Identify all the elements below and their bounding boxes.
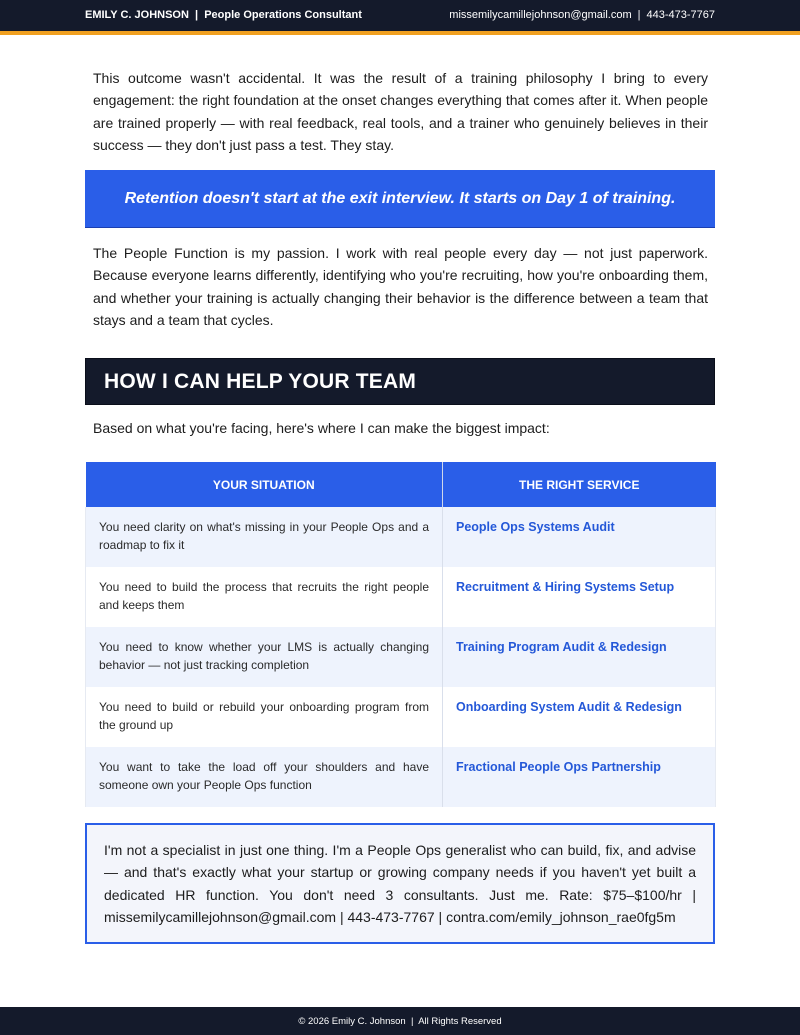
header-separator: |: [637, 8, 641, 21]
service-column-header: THE RIGHT SERVICE: [443, 462, 716, 507]
situation-cell: You need to know whether your LMS is actually changing behavior — not just tracking completion: [86, 627, 443, 687]
closing-box: I'm not a specialist in just one thing. I'm a People Ops generalist who can build, fix, and advise — and that's exactly what your startup or growing company needs if you haven't yet built a dedicated HR function. You don't need 3 consultants. Just me. Rate: $75–$100/hr | missemilycamillejohnson@gmail.com | 443-473-7767 | contra.com/emily_johnson_rae0fg5m: [85, 823, 715, 944]
table-row: [86, 567, 716, 627]
table-row: [86, 747, 716, 807]
page-header-bar: [0, 0, 800, 35]
service-cell: Fractional People Ops Partnership: [443, 747, 716, 807]
table-row: [86, 507, 716, 567]
header-phone[interactable]: 443-473-7767: [646, 8, 715, 21]
service-cell: People Ops Systems Audit: [443, 507, 716, 567]
header-contact: [449, 9, 715, 21]
table-row: [86, 687, 716, 747]
service-cell: Onboarding System Audit & Redesign: [443, 687, 716, 747]
situation-cell: You need to build or rebuild your onboarding program from the ground up: [86, 687, 443, 747]
situation-column-header: YOUR SITUATION: [86, 462, 443, 507]
service-cell: Recruitment & Hiring Systems Setup: [443, 567, 716, 627]
passion-paragraph: The People Function is my passion. I work with real people every day — not just paperwork. Because everyone learns differently, identifying who you're recruiting, how you're onboarding them, and whether your training is actually changing their behavior is the difference between a team that stays and a team that cycles.: [93, 245, 708, 329]
table-header-row: [86, 462, 716, 507]
header-name-title: EMILY C. JOHNSON | People Operations Consultant: [85, 8, 362, 21]
table-row: [86, 627, 716, 687]
services-table: [85, 462, 716, 807]
situation-cell: You need clarity on what's missing in your People Ops and a roadmap to fix it: [86, 507, 443, 567]
page-footer: © 2026 Emily C. Johnson | All Rights Reserved: [0, 1007, 800, 1035]
retention-callout: Retention doesn't start at the exit interview. It starts on Day 1 of training.: [85, 170, 715, 228]
outcome-paragraph: This outcome wasn't accidental. It was the result of a training philosophy I bring to every engagement: the right foundation at the onset changes everything that comes after it. When people are trained properly — with real feedback, real tools, and a trainer who genuinely believes in their success — they don't just pass a test. They stay.: [93, 70, 708, 154]
service-cell: Training Program Audit & Redesign: [443, 627, 716, 687]
section-intro: Based on what you're facing, here's where I can make the biggest impact:: [93, 420, 550, 436]
header-email[interactable]: missemilycamillejohnson@gmail.com: [449, 8, 632, 21]
section-heading: HOW I CAN HELP YOUR TEAM: [85, 358, 715, 405]
situation-cell: You want to take the load off your shoulders and have someone own your People Ops function: [86, 747, 443, 807]
situation-cell: You need to build the process that recruits the right people and keeps them: [86, 567, 443, 627]
